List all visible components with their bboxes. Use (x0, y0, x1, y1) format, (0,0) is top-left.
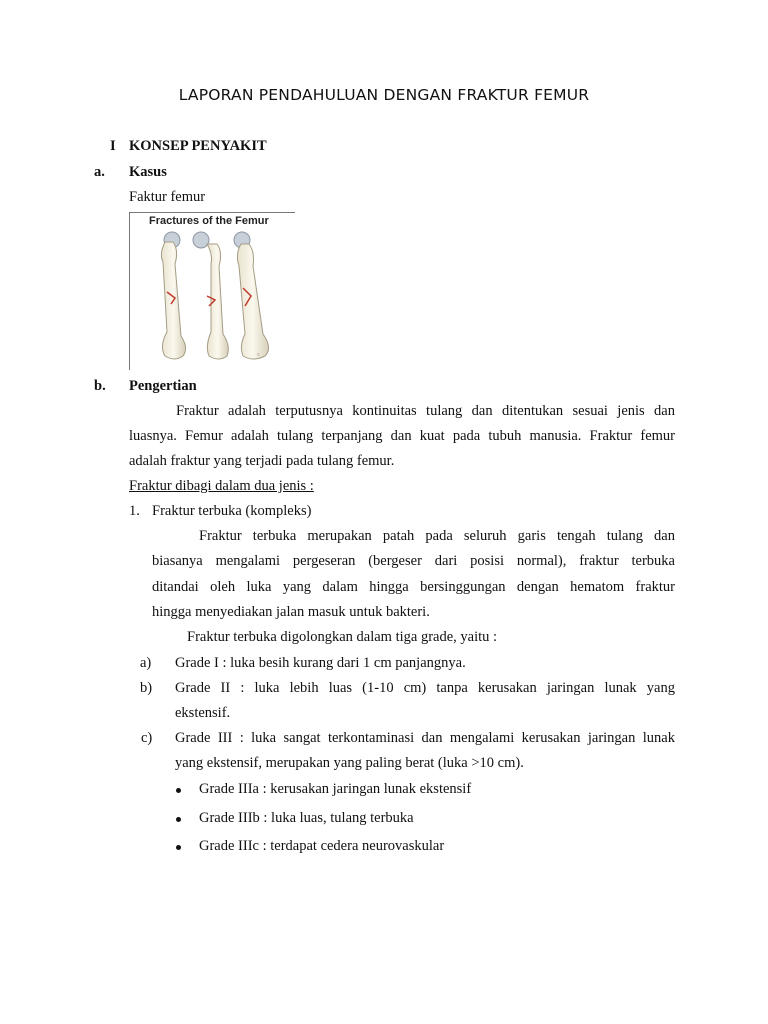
section-heading: KONSEP PENYAKIT (129, 138, 267, 154)
subgrade-item: Grade IIIc : terdapat cedera neurovaskular (199, 838, 445, 854)
grade-line: ekstensif. (175, 705, 231, 721)
femur-bone-2 (193, 232, 228, 359)
grades-intro: Fraktur terbuka digolongkan dalam tiga grade, yaitu : (187, 629, 498, 645)
paragraph-line: hingga menyediakan jalan masuk untuk bakteri. (152, 604, 430, 620)
grade-line: Grade II : luka lebih luas (1-10 cm) tanpa kerusakan jaringan lunak yang (175, 680, 675, 696)
paragraph-line: luasnya. Femur adalah tulang terpanjang dan kuat pada tubuh manusia. Fraktur femur (129, 428, 675, 444)
paragraph-line: ditandai oleh luka yang dalam hingga bersinggungan dengan hematom fraktur (152, 579, 675, 595)
grade-marker: c) (141, 730, 153, 746)
section-number: I (110, 138, 116, 154)
femur-bone-3 (234, 232, 269, 359)
document-title: LAPORAN PENDAHULUAN DENGAN FRAKTUR FEMUR (178, 86, 590, 104)
grade-marker: b) (140, 680, 153, 696)
subgrade-item: Grade IIIb : luka luas, tulang terbuka (199, 810, 414, 826)
bullet-icon (176, 817, 181, 822)
femur-figure (129, 212, 295, 370)
subsection-b-heading: Pengertian (129, 378, 197, 394)
subsection-a-letter: a. (94, 164, 105, 180)
svg-text:©: © (257, 352, 260, 357)
bullet-icon (176, 845, 181, 850)
femur-bone-1 (161, 232, 185, 359)
subsection-a-heading: Kasus (129, 164, 167, 180)
figure-title: Fractures of the Femur (149, 215, 269, 227)
item-1-number: 1. (129, 503, 140, 519)
item-1-label: Fraktur terbuka (kompleks) (152, 503, 312, 519)
paragraph-line: Fraktur adalah terputusnya kontinuitas tulang dan ditentukan sesuai jenis dan (176, 403, 675, 419)
subsection-b-letter: b. (94, 378, 106, 394)
subsection-a-text: Faktur femur (129, 189, 206, 205)
subgrade-item: Grade IIIa : kerusakan jaringan lunak ekstensif (199, 781, 472, 797)
bullet-icon (176, 788, 181, 793)
paragraph-line: adalah fraktur yang terjadi pada tulang femur. (129, 453, 395, 469)
paragraph-line: Fraktur terbuka merupakan patah pada seluruh garis tengah tulang dan (199, 528, 675, 544)
grade-line: Grade I : luka besih kurang dari 1 cm panjangnya. (175, 655, 466, 671)
grade-marker: a) (140, 655, 152, 671)
paragraph-line: biasanya mengalami pergeseran (bergeser dari posisi normal), fraktur terbuka (152, 553, 675, 569)
grade-line: yang ekstensif, merupakan yang paling berat (luka >10 cm). (175, 755, 524, 771)
grade-line: Grade III : luka sangat terkontaminasi dan mengalami kerusakan jaringan lunak (175, 730, 675, 746)
split-heading: Fraktur dibagi dalam dua jenis : (129, 478, 314, 494)
femur-fractures-illustration-icon (129, 212, 295, 370)
